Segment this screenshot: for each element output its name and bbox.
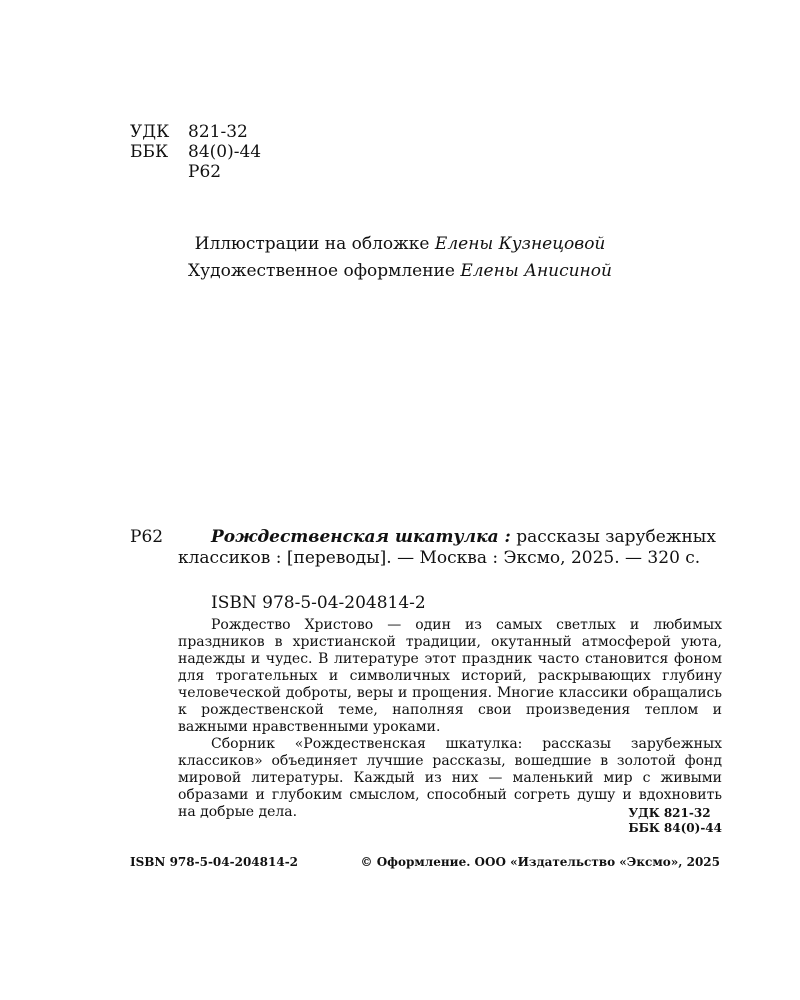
bbk-label: ББК [130, 142, 169, 162]
annotation-bbk: ББК 84(0)-44 [628, 821, 722, 835]
credits-block [0, 231, 800, 285]
entry-isbn: ISBN 978-5-04-204814-2 [211, 593, 426, 613]
design-credit-text: Художественное оформление [188, 261, 455, 281]
book-details: рассказы зарубежных классиков : [переводы]. — Москва : Эксмо, 2025. — 320 с. [178, 527, 716, 568]
footer-isbn: ISBN 978-5-04-204814-2 [130, 855, 299, 869]
book-title: Рождественская шкатулка : [211, 527, 511, 547]
author-mark-row [130, 162, 261, 182]
udk-value: 821-32 [188, 122, 248, 142]
annotation-paragraph: Рождество Христово — один из самых светлых и любимых праздников в христианской традиции, окутанный атмосферой уюта, надежды и чудес. В литературе этот праздник часто становится фоном для трогательных и символичных историй, раскрывающих глубину человеческой доброты, веры и прощения. Многие классики обращались к рождественской теме, наполняя свои произведения теплом и важными нравственными уроками. [178, 617, 722, 735]
illustration-credit-text: Иллюстрации на обложке [194, 234, 430, 254]
bbk-row [130, 142, 261, 162]
annotation-udk: УДК 821-32 [628, 806, 711, 820]
bbk-value: 84(0)-44 [188, 142, 262, 162]
udk-label: УДК [130, 122, 170, 142]
entry-code: Р62 [130, 527, 164, 547]
udk-row [130, 122, 261, 142]
classification-block [130, 122, 261, 182]
illustrator-name: Елены Кузнецовой [434, 234, 606, 254]
entry-description [178, 527, 722, 569]
annotation [178, 617, 722, 821]
annotation-classification [628, 806, 722, 836]
design-credit [0, 258, 800, 285]
imprint-footer [130, 855, 720, 869]
illustration-credit [0, 231, 800, 258]
designer-name: Елены Анисиной [460, 261, 612, 281]
author-mark: Р62 [188, 162, 222, 182]
footer-copyright: © Оформление. ООО «Издательство «Эксмо», 2025 [360, 855, 720, 869]
bibliographic-entry [178, 527, 722, 569]
annotation-paragraph: Сборник «Рождественская шкатулка: рассказы зарубежных классиков» объединяет лучшие рассказы, вошедшие в золотой фонд мировой литературы. Каждый из них — маленький мир с живыми образами и глубоким смыслом, способный согреть душу и вдохновить на добрые дела. [178, 736, 722, 820]
